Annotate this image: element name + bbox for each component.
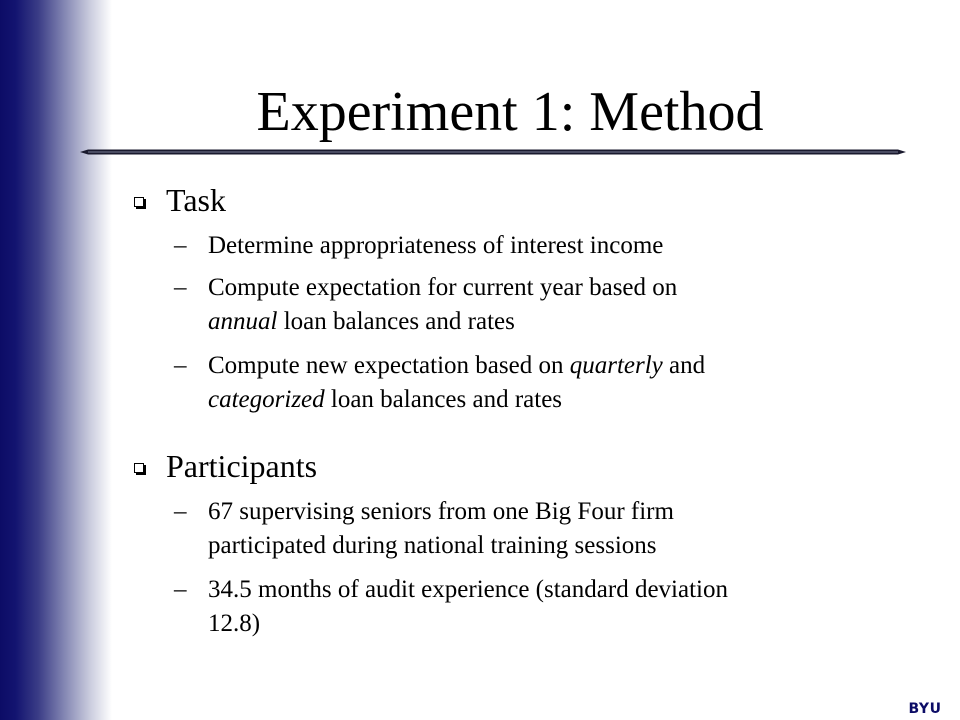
sub-item-text: 12.8)	[208, 610, 261, 637]
sub-item-text: participated during national training sessions	[208, 532, 657, 559]
sub-item	[174, 350, 894, 418]
emphasis: annual	[208, 308, 278, 335]
title-divider	[80, 144, 906, 160]
sub-item-text-line2	[208, 384, 562, 416]
sub-item-text: Compute expectation for current year based on	[208, 274, 678, 301]
bullet-participants	[130, 446, 830, 490]
bullet-heading: Task	[166, 182, 226, 218]
bullet-heading: Participants	[166, 448, 318, 484]
sub-item-text: loan balances and rates	[324, 386, 563, 413]
sub-item-text: loan balances and rates	[277, 308, 515, 335]
bullet-task	[130, 180, 830, 224]
logo-text: BYU	[908, 701, 942, 716]
sub-item-text-line1	[208, 350, 705, 382]
dash-marker: –	[174, 352, 187, 379]
sub-item	[174, 230, 894, 264]
dash-marker: –	[174, 274, 187, 301]
sub-item-text: Determine appropriateness of interest income	[208, 232, 664, 259]
square-bullet-icon	[134, 463, 144, 473]
byu-logo	[902, 700, 948, 716]
emphasis: quarterly	[569, 352, 663, 379]
dash-marker: –	[174, 576, 187, 603]
sub-item-text: Compute new expectation based on	[208, 352, 570, 379]
dash-marker: –	[174, 232, 187, 259]
sub-item-text: and	[662, 352, 706, 379]
sub-item	[174, 272, 894, 340]
sub-item-text: 34.5 months of audit experience (standard deviation	[208, 576, 728, 603]
square-bullet-icon	[134, 197, 144, 207]
dash-marker: –	[174, 498, 187, 525]
slide-title: Experiment 1: Method	[256, 81, 764, 143]
sub-item-text: 67 supervising seniors from one Big Four firm	[208, 498, 674, 525]
emphasis: categorized	[208, 386, 325, 413]
sub-item	[174, 574, 894, 642]
sub-item	[174, 496, 894, 564]
sub-item-text-line2	[208, 306, 515, 338]
